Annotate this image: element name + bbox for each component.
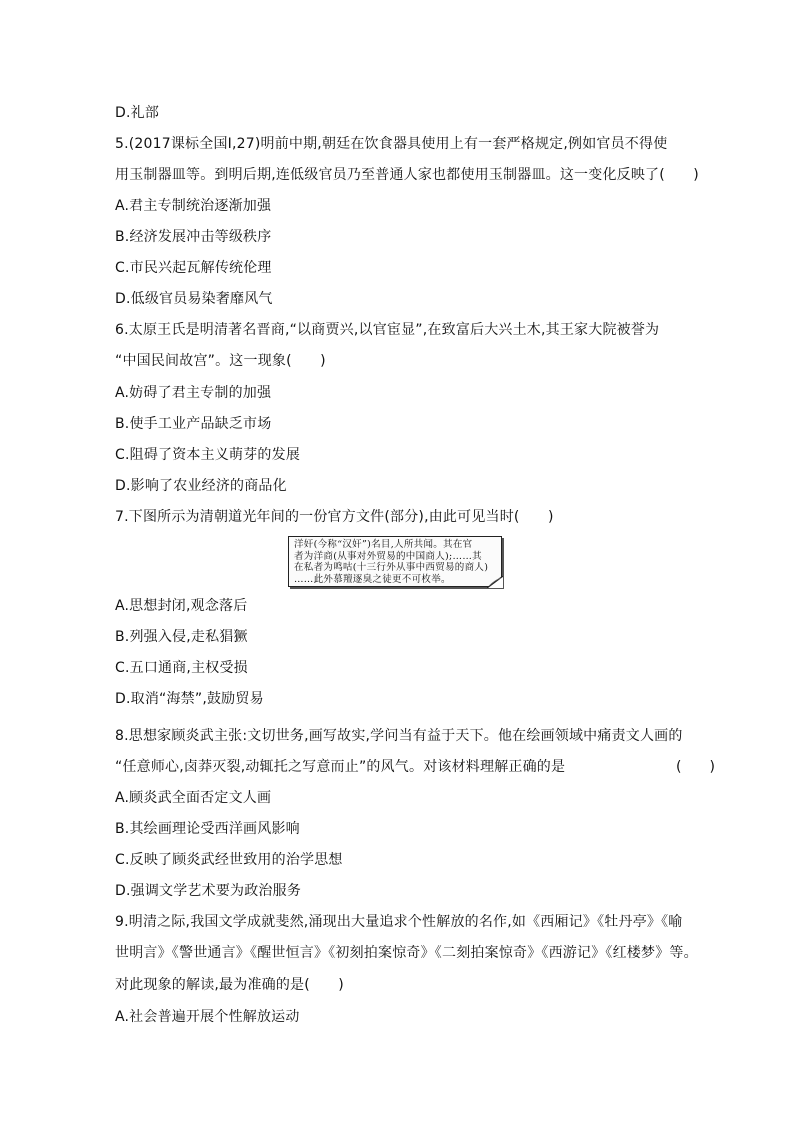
- page-curl-icon: [487, 576, 503, 588]
- q5-stem-line1: 5.(2017课标全国Ⅰ,27)明前中期,朝廷在饮食器具使用上有一套严格规定,例如官员不得使: [115, 136, 668, 152]
- q7-option-d: D.取消“海禁”,鼓励贸易: [115, 691, 264, 707]
- q9-option-a: A.社会普遍开展个性解放运动: [115, 1009, 300, 1025]
- q8-option-c: C.反映了顾炎武经世致用的治学思想: [115, 852, 343, 868]
- q6-stem-line1: 6.太原王氏是明清著名晋商,“以商贾兴,以官宦显”,在致富后大兴土木,其王家大院被誉为: [115, 322, 660, 338]
- q8-answer-paren: ( ): [676, 759, 715, 775]
- q5-option-a: A.君主专制统治逐渐加强: [115, 198, 272, 214]
- q4-option-d: D.礼部: [115, 105, 160, 121]
- q5-stem-line2: 用玉制器皿等。到明后期,连低级官员乃至普通人家也都使用玉制器皿。这一变化反映了( ): [115, 167, 699, 183]
- q6-option-b: B.使手工业产品缺乏市场: [115, 416, 272, 432]
- q8-option-b: B.其绘画理论受西洋画风影响: [115, 821, 300, 837]
- q7-option-a: A.思想封闭,观念落后: [115, 598, 248, 614]
- q6-option-a: A.妨碍了君主专制的加强: [115, 385, 272, 401]
- q8-stem-line1: 8.思想家顾炎武主张:文切世务,画写故实,学问当有益于天下。他在绘画领域中痛责文人画的: [115, 728, 683, 744]
- q9-stem-line2: 世明言》《警世通言》《醒世恒言》《初刻拍案惊奇》《二刻拍案惊奇》《西游记》《红楼梦》等。: [115, 945, 698, 961]
- official-document-excerpt: [288, 536, 502, 587]
- q8-option-d: D.强调文学艺术要为政治服务: [115, 883, 302, 899]
- q7-option-c: C.五口通商,主权受损: [115, 660, 248, 676]
- q7-option-b: B.列强入侵,走私猖獗: [115, 629, 248, 645]
- excerpt-line: 者为洋商(从事对外贸易的中国商人);……其: [294, 550, 482, 562]
- q6-option-c: C.阻碍了资本主义萌芽的发展: [115, 447, 301, 463]
- q9-stem-line3: 对此现象的解读,最为准确的是( ): [115, 977, 344, 993]
- q7-stem-line1: 7.下图所示为清朝道光年间的一份官方文件(部分),由此可见当时( ): [115, 509, 554, 525]
- q5-option-c: C.市民兴起瓦解传统伦理: [115, 260, 272, 276]
- excerpt-line: 洋奸(今称“汉奸”)名目,人所共闻。其在官: [294, 539, 473, 550]
- q5-option-d: D.低级官员易染奢靡风气: [115, 291, 273, 307]
- q6-stem-line2: “中国民间故宫”。这一现象( ): [115, 353, 326, 369]
- q8-stem-line2: “任意师心,卤莽灭裂,动辄托之写意而止”的风气。对该材料理解正确的是: [115, 759, 566, 775]
- q8-option-a: A.顾炎武全面否定文人画: [115, 790, 272, 806]
- q9-stem-line1: 9.明清之际,我国文学成就斐然,涌现出大量追求个性解放的名作,如《西厢记》《牡丹亭》《喻: [115, 914, 683, 930]
- q5-option-b: B.经济发展冲击等级秩序: [115, 229, 272, 245]
- excerpt-line: 在私者为鸣咕(十三行外从事中西贸易的商人): [294, 562, 489, 573]
- excerpt-line: ……此外慕羶逐臭之徒更不可枚举。: [294, 573, 451, 585]
- q6-option-d: D.影响了农业经济的商品化: [115, 478, 287, 494]
